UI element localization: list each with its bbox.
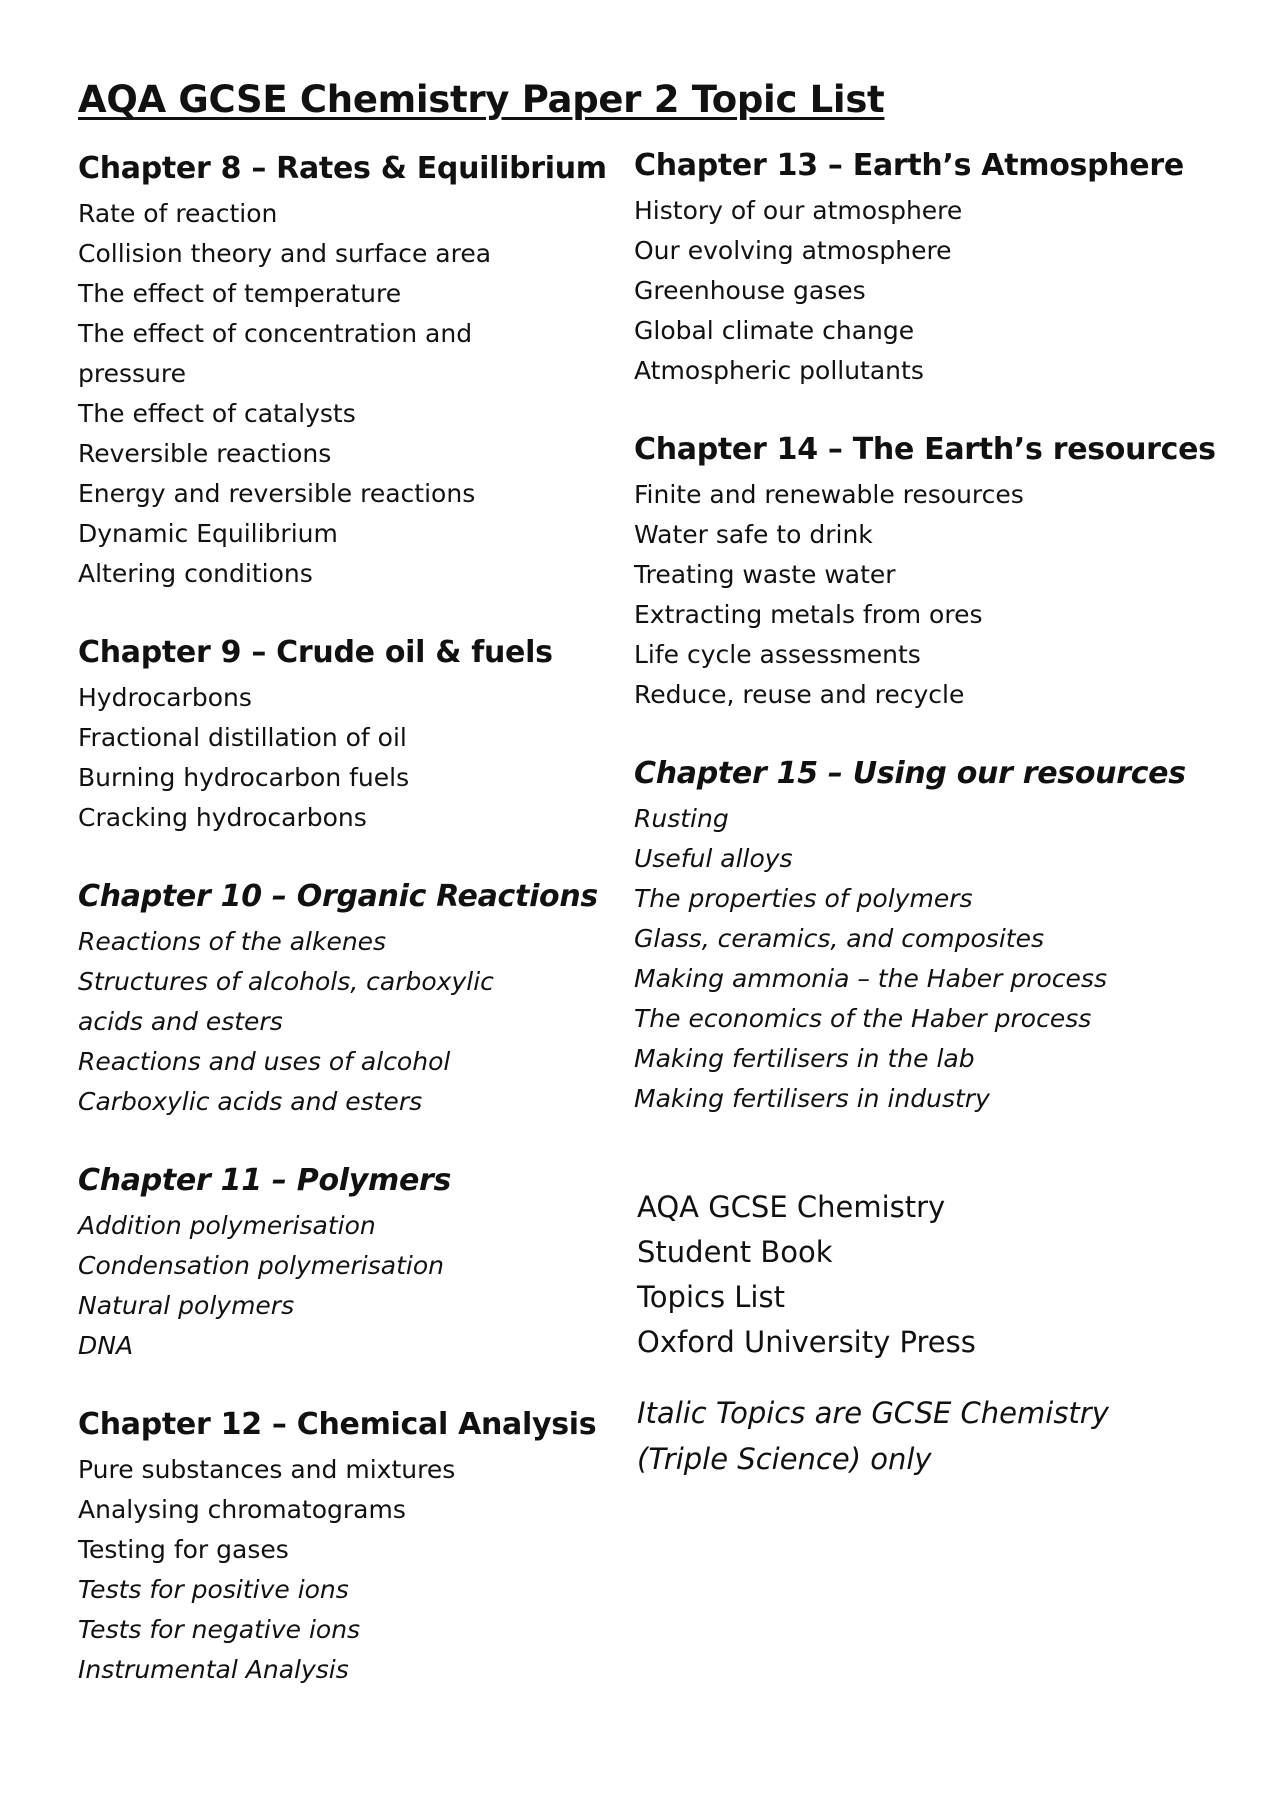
topic-item: Atmospheric pollutants xyxy=(634,356,924,385)
right-column xyxy=(634,148,1216,1482)
topic-item: Rate of reaction xyxy=(78,199,278,228)
topic-item: Treating waste water xyxy=(634,560,896,589)
topic-item: Carboxylic acids and esters xyxy=(78,1087,423,1116)
topic-item: Glass, ceramics, and composites xyxy=(634,924,1044,953)
topic-item: Burning hydrocarbon fuels xyxy=(78,763,410,792)
chapter-title: Chapter 11 – Polymers xyxy=(78,1163,452,1198)
book-info xyxy=(634,1185,1194,1482)
chapter-section xyxy=(78,1162,618,1366)
chapter-section xyxy=(78,878,618,1122)
topic-item: Dynamic Equilibrium xyxy=(78,519,338,548)
chapter-title: Chapter 12 – Chemical Analysis xyxy=(78,1407,597,1442)
topic-item: Reduce, reuse and recycle xyxy=(634,680,965,709)
chapter-section xyxy=(78,150,618,594)
topic-item: Making fertilisers in the lab xyxy=(634,1044,975,1073)
topic-item: Tests for negative ions xyxy=(78,1615,361,1644)
topic-list xyxy=(78,1450,618,1690)
chapter-section xyxy=(634,431,1216,715)
chapter-title: Chapter 13 – Earth’s Atmosphere xyxy=(634,148,1184,183)
chapter-section xyxy=(634,755,1194,1119)
triple-science-note: Italic Topics are GCSE Chemistry (Triple Science) only xyxy=(637,1396,1109,1476)
topic-list xyxy=(78,678,618,838)
book-line-type: Student Book xyxy=(637,1235,833,1269)
topic-item: The effect of temperature xyxy=(78,279,402,308)
topic-item: Reactions and uses of alcohol xyxy=(78,1047,451,1076)
book-line-publisher: Oxford University Press xyxy=(637,1325,976,1359)
topic-item: Greenhouse gases xyxy=(634,276,866,305)
topic-list xyxy=(78,1206,618,1366)
left-column xyxy=(78,150,618,1730)
topic-item: Useful alloys xyxy=(634,844,793,873)
topic-item: Addition polymerisation xyxy=(78,1211,376,1240)
chapter-section xyxy=(78,634,618,838)
chapter-title: Chapter 15 – Using our resources xyxy=(634,756,1186,791)
topic-item: Tests for positive ions xyxy=(78,1575,349,1604)
topic-item: Rusting xyxy=(634,804,729,833)
topic-item: Altering conditions xyxy=(78,559,313,588)
chapter-title: Chapter 9 – Crude oil & fuels xyxy=(78,635,553,670)
chapter-title: Chapter 14 – The Earth’s resources xyxy=(634,432,1216,467)
topic-item: Condensation polymerisation xyxy=(78,1251,444,1280)
topic-item: Hydrocarbons xyxy=(78,683,252,712)
topic-item: Testing for gases xyxy=(78,1535,289,1564)
topic-item: Analysing chromatograms xyxy=(78,1495,406,1524)
topic-item: Fractional distillation of oil xyxy=(78,723,407,752)
topic-list xyxy=(78,194,618,594)
topic-item: The effect of concentration and pressure xyxy=(78,319,473,388)
topic-item: Cracking hydrocarbons xyxy=(78,803,367,832)
right-chapter-list xyxy=(634,147,1216,1119)
book-line-series: AQA GCSE Chemistry xyxy=(637,1190,946,1224)
chapter-section xyxy=(634,147,1194,391)
topic-item: Structures of alcohols, carboxylic acids and esters xyxy=(78,967,494,1036)
topic-item: Life cycle assessments xyxy=(634,640,921,669)
page-title: AQA GCSE Chemistry Paper 2 Topic List xyxy=(78,78,885,121)
topic-item: Collision theory and surface area xyxy=(78,239,492,268)
chapter-section xyxy=(78,1406,618,1690)
topic-item: Making ammonia – the Haber process xyxy=(634,964,1107,993)
topic-item: Pure substances and mixtures xyxy=(78,1455,456,1484)
topic-item: Instrumental Analysis xyxy=(78,1655,349,1684)
topic-list xyxy=(634,191,1194,391)
topic-item: The economics of the Haber process xyxy=(634,1004,1092,1033)
topic-list xyxy=(634,799,1194,1119)
topic-list xyxy=(78,922,618,1122)
topic-item: Our evolving atmosphere xyxy=(634,236,952,265)
topic-item: Reactions of the alkenes xyxy=(78,927,387,956)
topic-item: Making fertilisers in industry xyxy=(634,1084,990,1113)
topic-item: Reversible reactions xyxy=(78,439,332,468)
topic-item: DNA xyxy=(78,1331,134,1360)
topic-item: The properties of polymers xyxy=(634,884,973,913)
topic-item: Finite and renewable resources xyxy=(634,480,1024,509)
topic-item: Extracting metals from ores xyxy=(634,600,983,629)
topic-list xyxy=(634,475,1194,715)
topic-item: History of our atmosphere xyxy=(634,196,963,225)
topic-item: Natural polymers xyxy=(78,1291,295,1320)
topic-item: Water safe to drink xyxy=(634,520,873,549)
left-chapter-list xyxy=(78,150,618,1690)
chapter-title: Chapter 8 – Rates & Equilibrium xyxy=(78,151,607,186)
book-line-list: Topics List xyxy=(637,1280,785,1314)
chapter-title: Chapter 10 – Organic Reactions xyxy=(78,879,598,914)
topic-item: Energy and reversible reactions xyxy=(78,479,476,508)
topic-item: Global climate change xyxy=(634,316,915,345)
topic-item: The effect of catalysts xyxy=(78,399,356,428)
